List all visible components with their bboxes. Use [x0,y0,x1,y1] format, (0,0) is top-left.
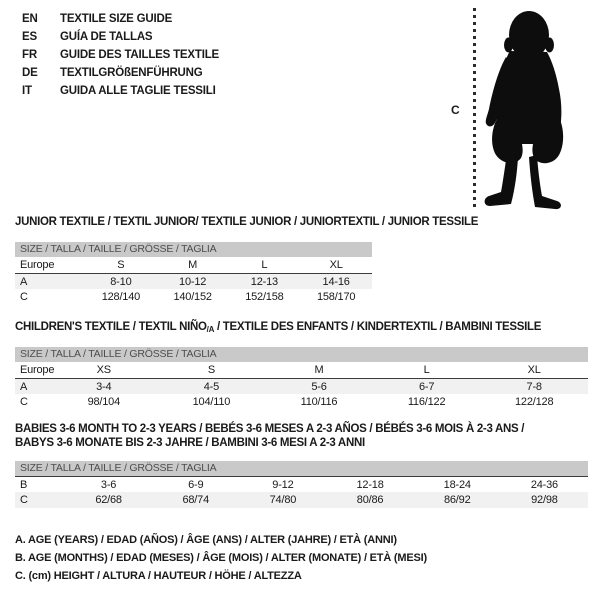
size-cell: 110/116 [300,396,338,408]
size-cell: M [188,259,198,271]
size-cell: 158/170 [316,291,356,303]
row-label: Europe [20,364,55,376]
size-header-bar: SIZE / TALLA / TAILLE / GRÖSSE / TAGLIA [15,461,588,476]
height-measure-label: C [451,103,460,117]
lang-label: TEXTILE SIZE GUIDE [60,13,173,25]
size-cell: 4-5 [203,381,220,393]
size-cell: 18-24 [443,479,471,491]
measure-legend [15,531,427,585]
babies-size-table [15,461,588,508]
children-title-pre: CHILDREN'S TEXTILE / TEXTIL NIÑO [15,321,207,333]
size-cell: XS [96,364,111,376]
row-label: C [20,396,28,408]
size-header-bar: SIZE / TALLA / TAILLE / GRÖSSE / TAGLIA [15,347,588,362]
children-size-table [15,347,588,410]
size-cell: 80/86 [356,494,384,506]
size-cell: 7-8 [526,381,542,393]
legend-line-b: B. AGE (MONTHS) / EDAD (MESES) / ÂGE (MOIS) / ALTER (MONATE) / ETÀ (MESI) [15,552,427,564]
size-cell: 8-10 [110,276,132,288]
babies-table-title [15,423,575,450]
table-row [15,362,588,378]
size-cell: L [423,364,430,376]
size-header-bar: SIZE / TALLA / TAILLE / GRÖSSE / TAGLIA [15,242,372,257]
legend-line-c: C. (cm) HEIGHT / ALTURA / HAUTEUR / HÖHE / ALTEZZA [15,570,302,582]
size-cell: 9-12 [272,479,294,491]
lang-code: DE [22,67,38,79]
children-table-title [15,321,541,334]
size-cell: S [117,259,125,271]
size-cell: 12-13 [250,276,278,288]
size-cell: 122/128 [515,396,554,408]
lang-code: FR [22,49,37,61]
size-cell: XL [329,259,343,271]
row-label: A [20,381,28,393]
row-label: C [20,494,28,506]
lang-row-it [22,82,219,100]
size-cell: 152/158 [245,291,284,303]
children-title-sub: /A [206,325,215,334]
table-row [15,289,372,305]
children-title-post: / TEXTILE DES ENFANTS / KINDERTEXTIL / BAMBINI TESSILE [214,321,542,333]
row-label: A [20,276,28,288]
size-cell: 3-4 [96,381,112,393]
size-cell: 98/104 [87,396,121,408]
lang-row-es [22,28,219,46]
size-cell: 86/92 [443,494,471,506]
size-cell: XL [527,364,541,376]
size-cell: 74/80 [269,494,297,506]
height-dotted-line [473,8,476,207]
size-cell: 10-12 [179,276,207,288]
lang-code: IT [22,85,32,97]
size-cell: 6-9 [188,479,204,491]
lang-row-de [22,64,219,82]
legend-line-a: A. AGE (YEARS) / EDAD (AÑOS) / ÂGE (ANS) / ALTER (JAHRE) / ETÀ (ANNI) [15,534,397,546]
table-row [15,476,588,492]
babies-title-line2: BABYS 3-6 MONATE BIS 2-3 JAHRE / BAMBINI 3-6 MESI A 2-3 ANNI [15,436,365,449]
size-cell: 116/122 [407,396,446,408]
lang-code: ES [22,31,37,43]
size-cell: 128/140 [101,291,141,303]
table-row [15,378,588,394]
lang-code: EN [22,13,38,25]
size-cell: 92/98 [531,494,558,506]
baby-silhouette-icon [480,5,595,210]
lang-label: GUÍA DE TALLAS [60,31,153,43]
size-cell: 5-6 [311,381,327,393]
size-cell: 12-18 [356,479,384,491]
size-cell: 104/110 [192,396,231,408]
row-label: B [20,479,28,491]
lang-row-en [22,10,219,28]
lang-row-fr [22,46,219,64]
size-cell: 24-36 [530,479,558,491]
table-row [15,257,372,273]
size-cell: S [207,364,215,376]
lang-label: GUIDE DES TAILLES TEXTILE [60,49,219,61]
table-row [15,394,588,410]
lang-label: TEXTILGRÖßENFÜHRUNG [60,67,203,79]
babies-title-line1: BABIES 3-6 MONTH TO 2-3 YEARS / BEBÉS 3-6 MESES A 2-3 AÑOS / BÉBÉS 3-6 MOIS À 2-3 ANS / [15,423,525,435]
lang-label: GUIDA ALLE TAGLIE TESSILI [60,85,216,97]
table-row [15,492,588,508]
size-cell: M [314,364,324,376]
row-label: C [20,291,28,303]
language-list [22,10,219,100]
junior-size-table [15,242,372,305]
size-cell: L [261,259,268,271]
size-cell: 14-16 [322,276,350,288]
row-label: Europe [20,259,55,271]
table-row [15,273,372,289]
size-cell: 3-6 [100,479,117,491]
junior-table-title: JUNIOR TEXTILE / TEXTIL JUNIOR/ TEXTILE JUNIOR / JUNIORTEXTIL / JUNIOR TESSILE [15,216,479,228]
size-cell: 6-7 [418,381,435,393]
size-cell: 140/152 [173,291,212,303]
size-cell: 62/68 [95,494,122,506]
size-cell: 68/74 [182,494,209,506]
